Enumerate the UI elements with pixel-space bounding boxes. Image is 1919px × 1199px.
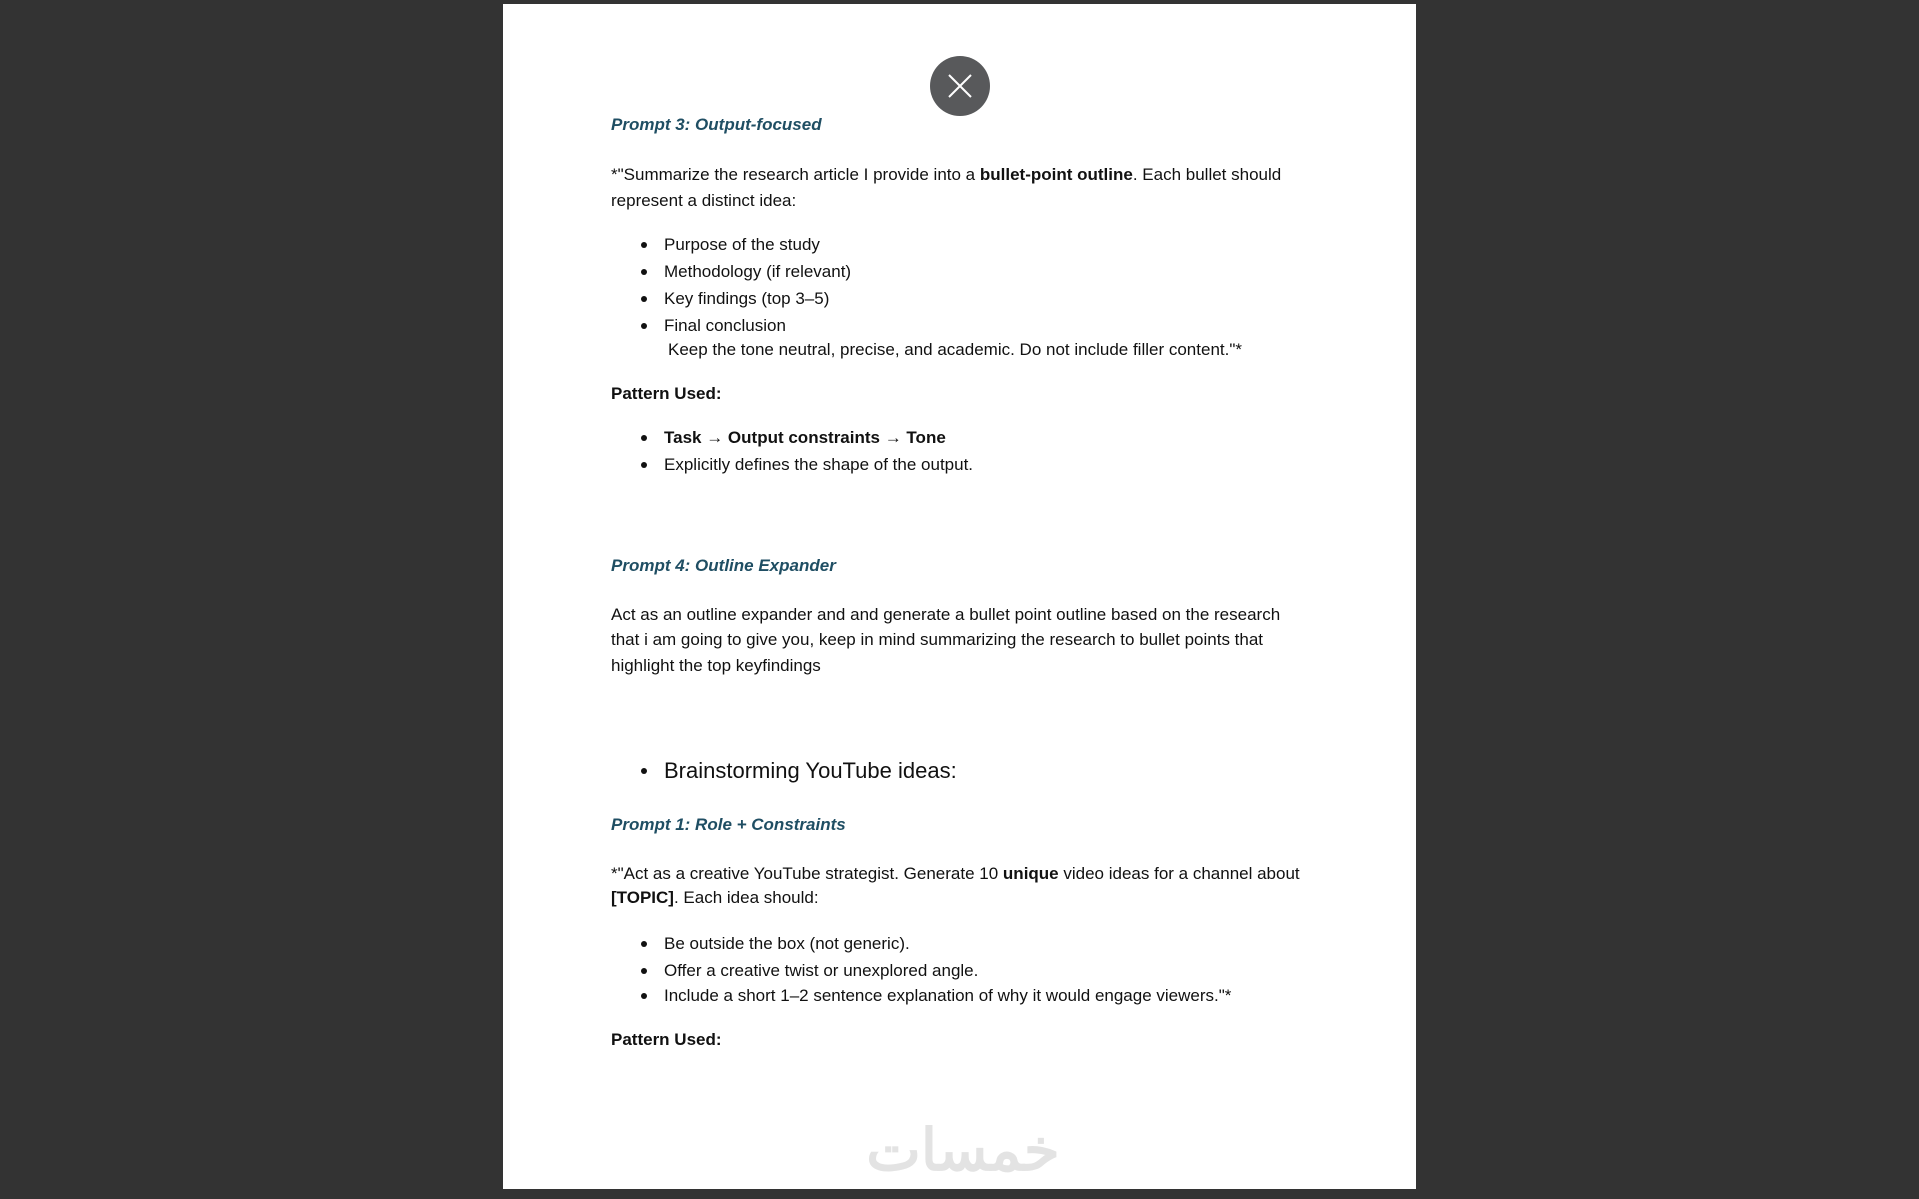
list-item: Final conclusion [664,316,786,335]
prompt4-heading: Prompt 4: Outline Expander [611,556,836,575]
text: . Each idea should: [673,888,819,907]
paragraph-line: that i am going to give you, keep in mind summarizing the research to bullet points that [611,630,1264,649]
list-item: Methodology (if relevant) [664,262,852,281]
prompt1-heading: Prompt 1: Role + Constraints [611,815,846,834]
list-item: Offer a creative twist or unexplored angle. [664,961,979,980]
list-item: Purpose of the study [664,235,820,254]
bold-text: unique [1002,864,1059,883]
list-item: Key findings (top 3–5) [664,289,830,308]
text: video ideas for a channel about [1058,864,1300,883]
list-item: Include a short 1–2 sentence explanation of why it would engage viewers."* [664,986,1232,1005]
bold-text: bullet-point outline [979,165,1133,184]
document-page [503,4,1416,1189]
paragraph-line [611,888,819,908]
close-button[interactable] [930,56,990,116]
prompt3-heading: Prompt 3: Output-focused [611,115,822,134]
text: . Each bullet should [1132,165,1282,184]
pattern-label: Pattern Used: [611,1030,722,1049]
list-continuation: Keep the tone neutral, precise, and academic. Do not include filler content."* [668,340,1242,359]
close-icon [948,74,972,98]
watermark-logo: خمسات [866,1118,1060,1183]
paragraph-line [611,165,1281,185]
paragraph-line [611,864,1300,884]
bold-text: [TOPIC] [611,888,674,907]
paragraph-line: Act as an outline expander and and generate a bullet point outline based on the research [611,605,1281,624]
paragraph-line: highlight the top keyfindings [611,656,821,675]
pattern-label: Pattern Used: [611,384,722,403]
list-item: Explicitly defines the shape of the output. [664,455,974,474]
list-item: Task → Output constraints → Tone [664,428,946,447]
section-title-bullet: Brainstorming YouTube ideas: [664,758,957,783]
text: *"Summarize the research article I provide into a [611,165,980,184]
list-item: Be outside the box (not generic). [664,934,910,953]
paragraph-line: represent a distinct idea: [611,191,797,210]
text: *"Act as a creative YouTube strategist. Generate 10 [611,864,1003,883]
